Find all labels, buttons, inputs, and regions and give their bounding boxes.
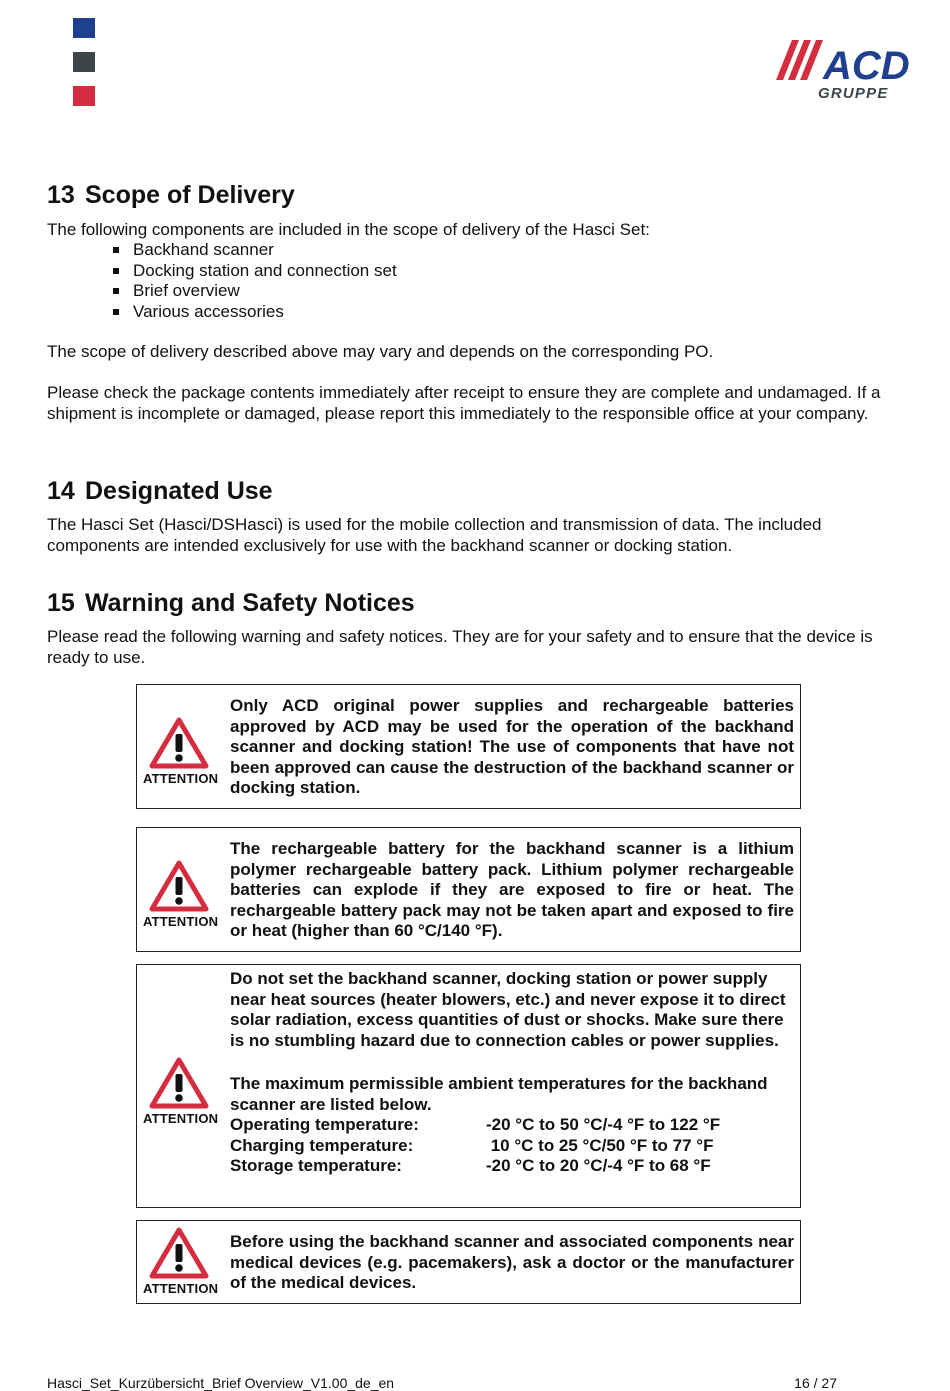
warning-box (136, 964, 801, 1208)
warning-box (136, 1220, 801, 1304)
attention-badge (143, 860, 219, 929)
warning-triangle-icon (149, 717, 209, 769)
warning-text: Do not set the backhand scanner, docking station or power supply near heat sources (heater blowers, etc.) and never expose it to direct solar radiation, excess quantities of dust or shocks. Make sure there is no stumbling hazard due to connection cables or power supplies. (230, 969, 786, 1050)
attention-label: ATTENTION (143, 1281, 219, 1296)
attention-label: ATTENTION (143, 771, 219, 786)
list-item: Various accessories (110, 302, 397, 323)
section-13-heading (47, 180, 295, 210)
section-15-paragraph: Please read the following warning and safety notices. They are for your safety and to ensure that the device is ready to use. (47, 627, 873, 667)
footer-document-name: Hasci_Set_Kurzübersicht_Brief Overview_V1.00_de_en (47, 1375, 395, 1391)
temperature-value: -20 °C to 20 °C/-4 °F to 68 °F (486, 1156, 711, 1175)
logo-text: ACD (823, 44, 910, 88)
red-square (73, 86, 95, 106)
footer-page-number: 16 / 27 (794, 1375, 837, 1391)
warning-text: Only ACD original power supplies and rechargeable batteries approved by ACD may be used for the operation of the backhand scanner and docking station! The use of components that have not been approved can cause the destruction of the backhand scanner or docking station. (230, 696, 794, 797)
warning-text-block (230, 969, 794, 1177)
logo-subtext: GRUPPE (818, 85, 889, 102)
attention-badge (143, 1057, 219, 1126)
attention-badge (143, 717, 219, 786)
attention-label: ATTENTION (143, 914, 219, 929)
attention-label: ATTENTION (143, 1111, 219, 1126)
section-15-heading (47, 588, 415, 618)
list-item: Backhand scanner (110, 240, 397, 261)
attention-badge (143, 1227, 219, 1296)
temperature-label: Operating temperature: (230, 1115, 419, 1134)
temperature-intro: The maximum permissible ambient temperatures for the backhand scanner are listed below. (230, 1074, 768, 1114)
warning-triangle-icon (149, 1057, 209, 1109)
temperature-row (230, 1136, 794, 1157)
section-13-paragraph-1: The scope of delivery described above may vary and depends on the corresponding PO. (47, 342, 714, 361)
warning-text: Before using the backhand scanner and associated components near medical devices (e.g. pacemakers), ask a doctor or the manufacturer of the medical devices. (230, 1232, 794, 1292)
section-15-number: 15 (47, 589, 75, 617)
section-15-title: Warning and Safety Notices (85, 589, 415, 617)
temperature-row (230, 1115, 794, 1136)
warning-triangle-icon (149, 1227, 209, 1279)
blue-square (73, 18, 95, 38)
list-item: Brief overview (110, 281, 397, 302)
section-14-number: 14 (47, 477, 75, 505)
section-13-intro: The following components are included in the scope of delivery of the Hasci Set: (47, 220, 650, 239)
section-14-paragraph: The Hasci Set (Hasci/DSHasci) is used for the mobile collection and transmission of data. The included components are intended exclusively for use with the backhand scanner or docking station. (47, 515, 822, 555)
warning-text: The rechargeable battery for the backhand scanner is a lithium polymer rechargeable battery pack. Lithium polymer rechargeable batteries can explode if they are exposed to fire or heat. The rechargeable battery pack may not be taken apart and exposed to fire or heat (higher than 60 °C/140 °F). (230, 839, 794, 940)
temperature-row (230, 1156, 794, 1177)
section-14-heading (47, 476, 273, 506)
warning-box (136, 684, 801, 809)
temperature-value: 10 °C to 25 °C/50 °F to 77 °F (486, 1135, 714, 1155)
list-item: Docking station and connection set (110, 261, 397, 282)
section-13-paragraph-2: Please check the package contents immediately after receipt to ensure they are complete and undamaged. If a shipment is incomplete or damaged, please report this immediately to the responsible office at your company. (47, 383, 881, 423)
warning-triangle-icon (149, 860, 209, 912)
acd-gruppe-logo (772, 38, 930, 102)
temperature-value: -20 °C to 50 °C/-4 °F to 122 °F (486, 1115, 721, 1134)
section-14-title: Designated Use (85, 477, 273, 505)
temperature-label: Storage temperature: (230, 1156, 402, 1175)
gray-square (73, 52, 95, 72)
temperature-label: Charging temperature: (230, 1135, 414, 1155)
delivery-list (110, 240, 397, 322)
section-13-number: 13 (47, 181, 75, 209)
warning-box (136, 827, 801, 952)
section-13-title: Scope of Delivery (85, 181, 295, 209)
